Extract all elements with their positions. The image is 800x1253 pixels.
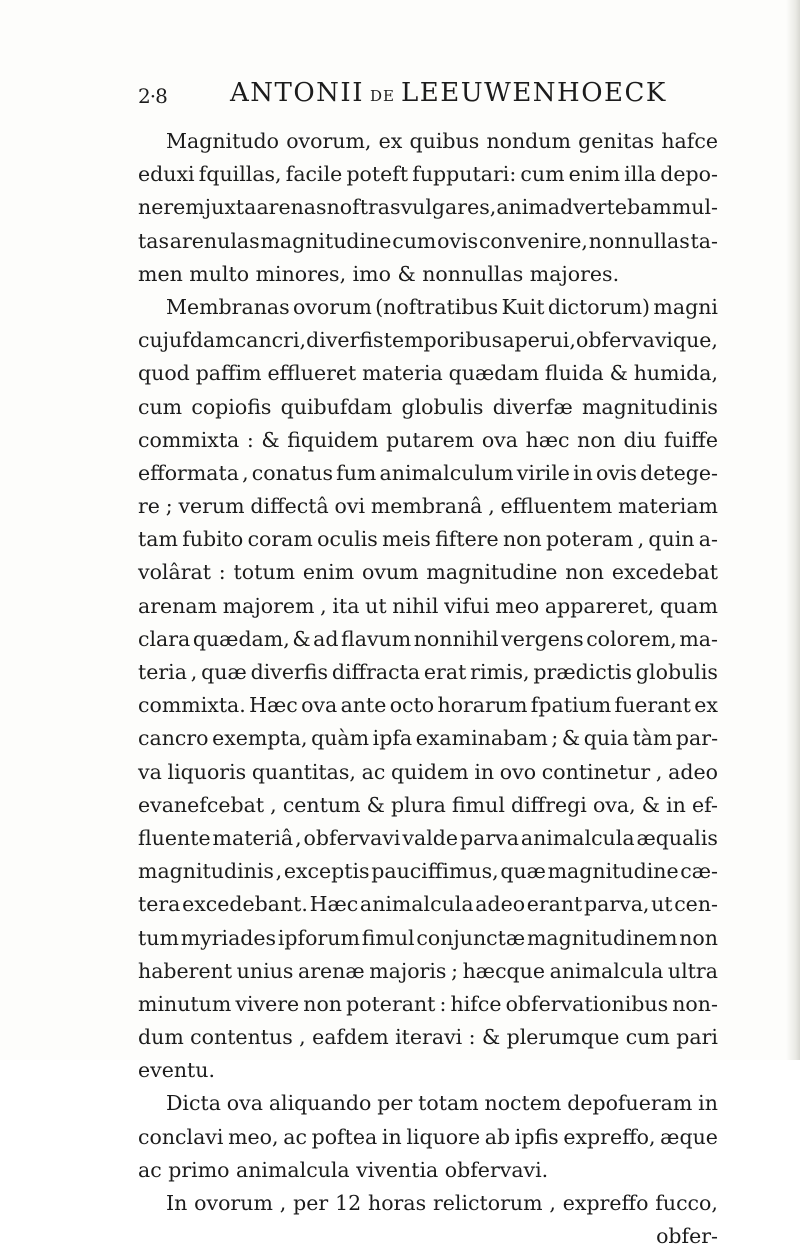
text-line: Membranas ovorum (noftratibus Kuit dictorum) magni bbox=[166, 294, 718, 319]
running-title-right: LEEUWENHOECK bbox=[400, 78, 667, 108]
text-line: nerem juxta arenas noftras vulgares, animadvertebam mul- bbox=[138, 195, 718, 220]
text-line: commixta. Hæc ova ante octo horarum fpatium fuerant ex bbox=[138, 693, 718, 718]
page-number: 2·8 bbox=[138, 84, 167, 108]
text-line: re ; verum diffectâ ovi membranâ , effluentem materiam bbox=[138, 494, 718, 519]
running-head bbox=[138, 78, 698, 112]
text-line: va liquoris quantitas, ac quidem in ovo continetur , adeo bbox=[138, 759, 718, 784]
running-title bbox=[230, 78, 667, 108]
text-line: In ovorum , per 12 horas relictorum , expreffo fucco, bbox=[166, 1191, 718, 1215]
text-line: quod paffim efflueret materia quædam fluida & humida, bbox=[138, 361, 718, 386]
text-line: minutum vivere non poterant : hifce obfervationibus non- bbox=[138, 991, 718, 1016]
text-line: efformata , conatus fum animalculum virile in ovis detege- bbox=[138, 460, 718, 485]
page-edge-shadow bbox=[786, 0, 800, 1060]
text-line: eventu. bbox=[138, 1058, 216, 1083]
text-line: evanefcebat , centum & plura fimul diffregi ova, & in ef- bbox=[138, 792, 718, 817]
text-line: Dicta ova aliquando per totam noctem depofueram in bbox=[166, 1091, 718, 1116]
text-line: tum myriades ipforum fimul conjunctæ magnitudinem non bbox=[138, 925, 718, 950]
text-line: tera excedebant. Hæc animalcula adeo erant parva, ut cen- bbox=[138, 892, 718, 917]
text-line: ac primo animalcula viventia obfervavi. bbox=[138, 1157, 549, 1182]
text-line: teria , quæ diverfis diffracta erat rimis, prædictis globulis bbox=[138, 660, 718, 684]
text-line: cancro exempta, quàm ipfa examinabam ; & quia tàm par- bbox=[138, 726, 718, 751]
body-text bbox=[138, 125, 718, 1253]
text-line: eduxi fquillas, facile poteft fupputari: cum enim illa depo- bbox=[138, 162, 718, 187]
text-line: commixta : & fiquidem putarem ova hæc non diu fuiffe bbox=[138, 427, 718, 452]
text-line: magnitudinis , exceptis pauciffimus, quæ magnitudine cæ- bbox=[138, 859, 718, 884]
text-line: volârat : totum enim ovum magnitudine non excedebat bbox=[138, 560, 718, 585]
text-line: conclavi meo, ac poftea in liquore ab ipfis expreffo, æque bbox=[138, 1124, 718, 1149]
text-line: dum contentus , eafdem iteravi : & plerumque cum pari bbox=[138, 1025, 718, 1050]
text-line: fluente materiâ , obfervavi valde parva animalcula æqualis bbox=[138, 825, 718, 850]
text-line: arenam majorem , ita ut nihil vifui meo appareret, quam bbox=[138, 593, 718, 618]
text-line: Magnitudo ovorum, ex quibus nondum genitas hafce bbox=[166, 129, 718, 153]
text-line: cujufdam cancri, diverfis temporibus aperui, obfervavique, bbox=[138, 328, 718, 353]
text-line: tam fubito coram oculis meis fiftere non poteram , quin a- bbox=[138, 527, 718, 552]
text-line: clara quædam, & ad flavum nonnihil vergens colorem, ma- bbox=[138, 626, 718, 651]
text-line: cum copiofis quibufdam globulis diverfæ magnitudinis bbox=[138, 394, 718, 419]
running-title-particle: DE bbox=[369, 87, 395, 105]
running-title-left: ANTONII bbox=[230, 78, 364, 108]
text-line: men multo minores, imo & nonnullas majores. bbox=[138, 261, 620, 286]
text-line: haberent unius arenæ majoris ; hæcque animalcula ultra bbox=[138, 958, 718, 983]
text-line: tas arenulas magnitudine cum ovis convenire, nonnullas ta- bbox=[138, 228, 718, 253]
text-line: obfer- bbox=[656, 1224, 718, 1249]
